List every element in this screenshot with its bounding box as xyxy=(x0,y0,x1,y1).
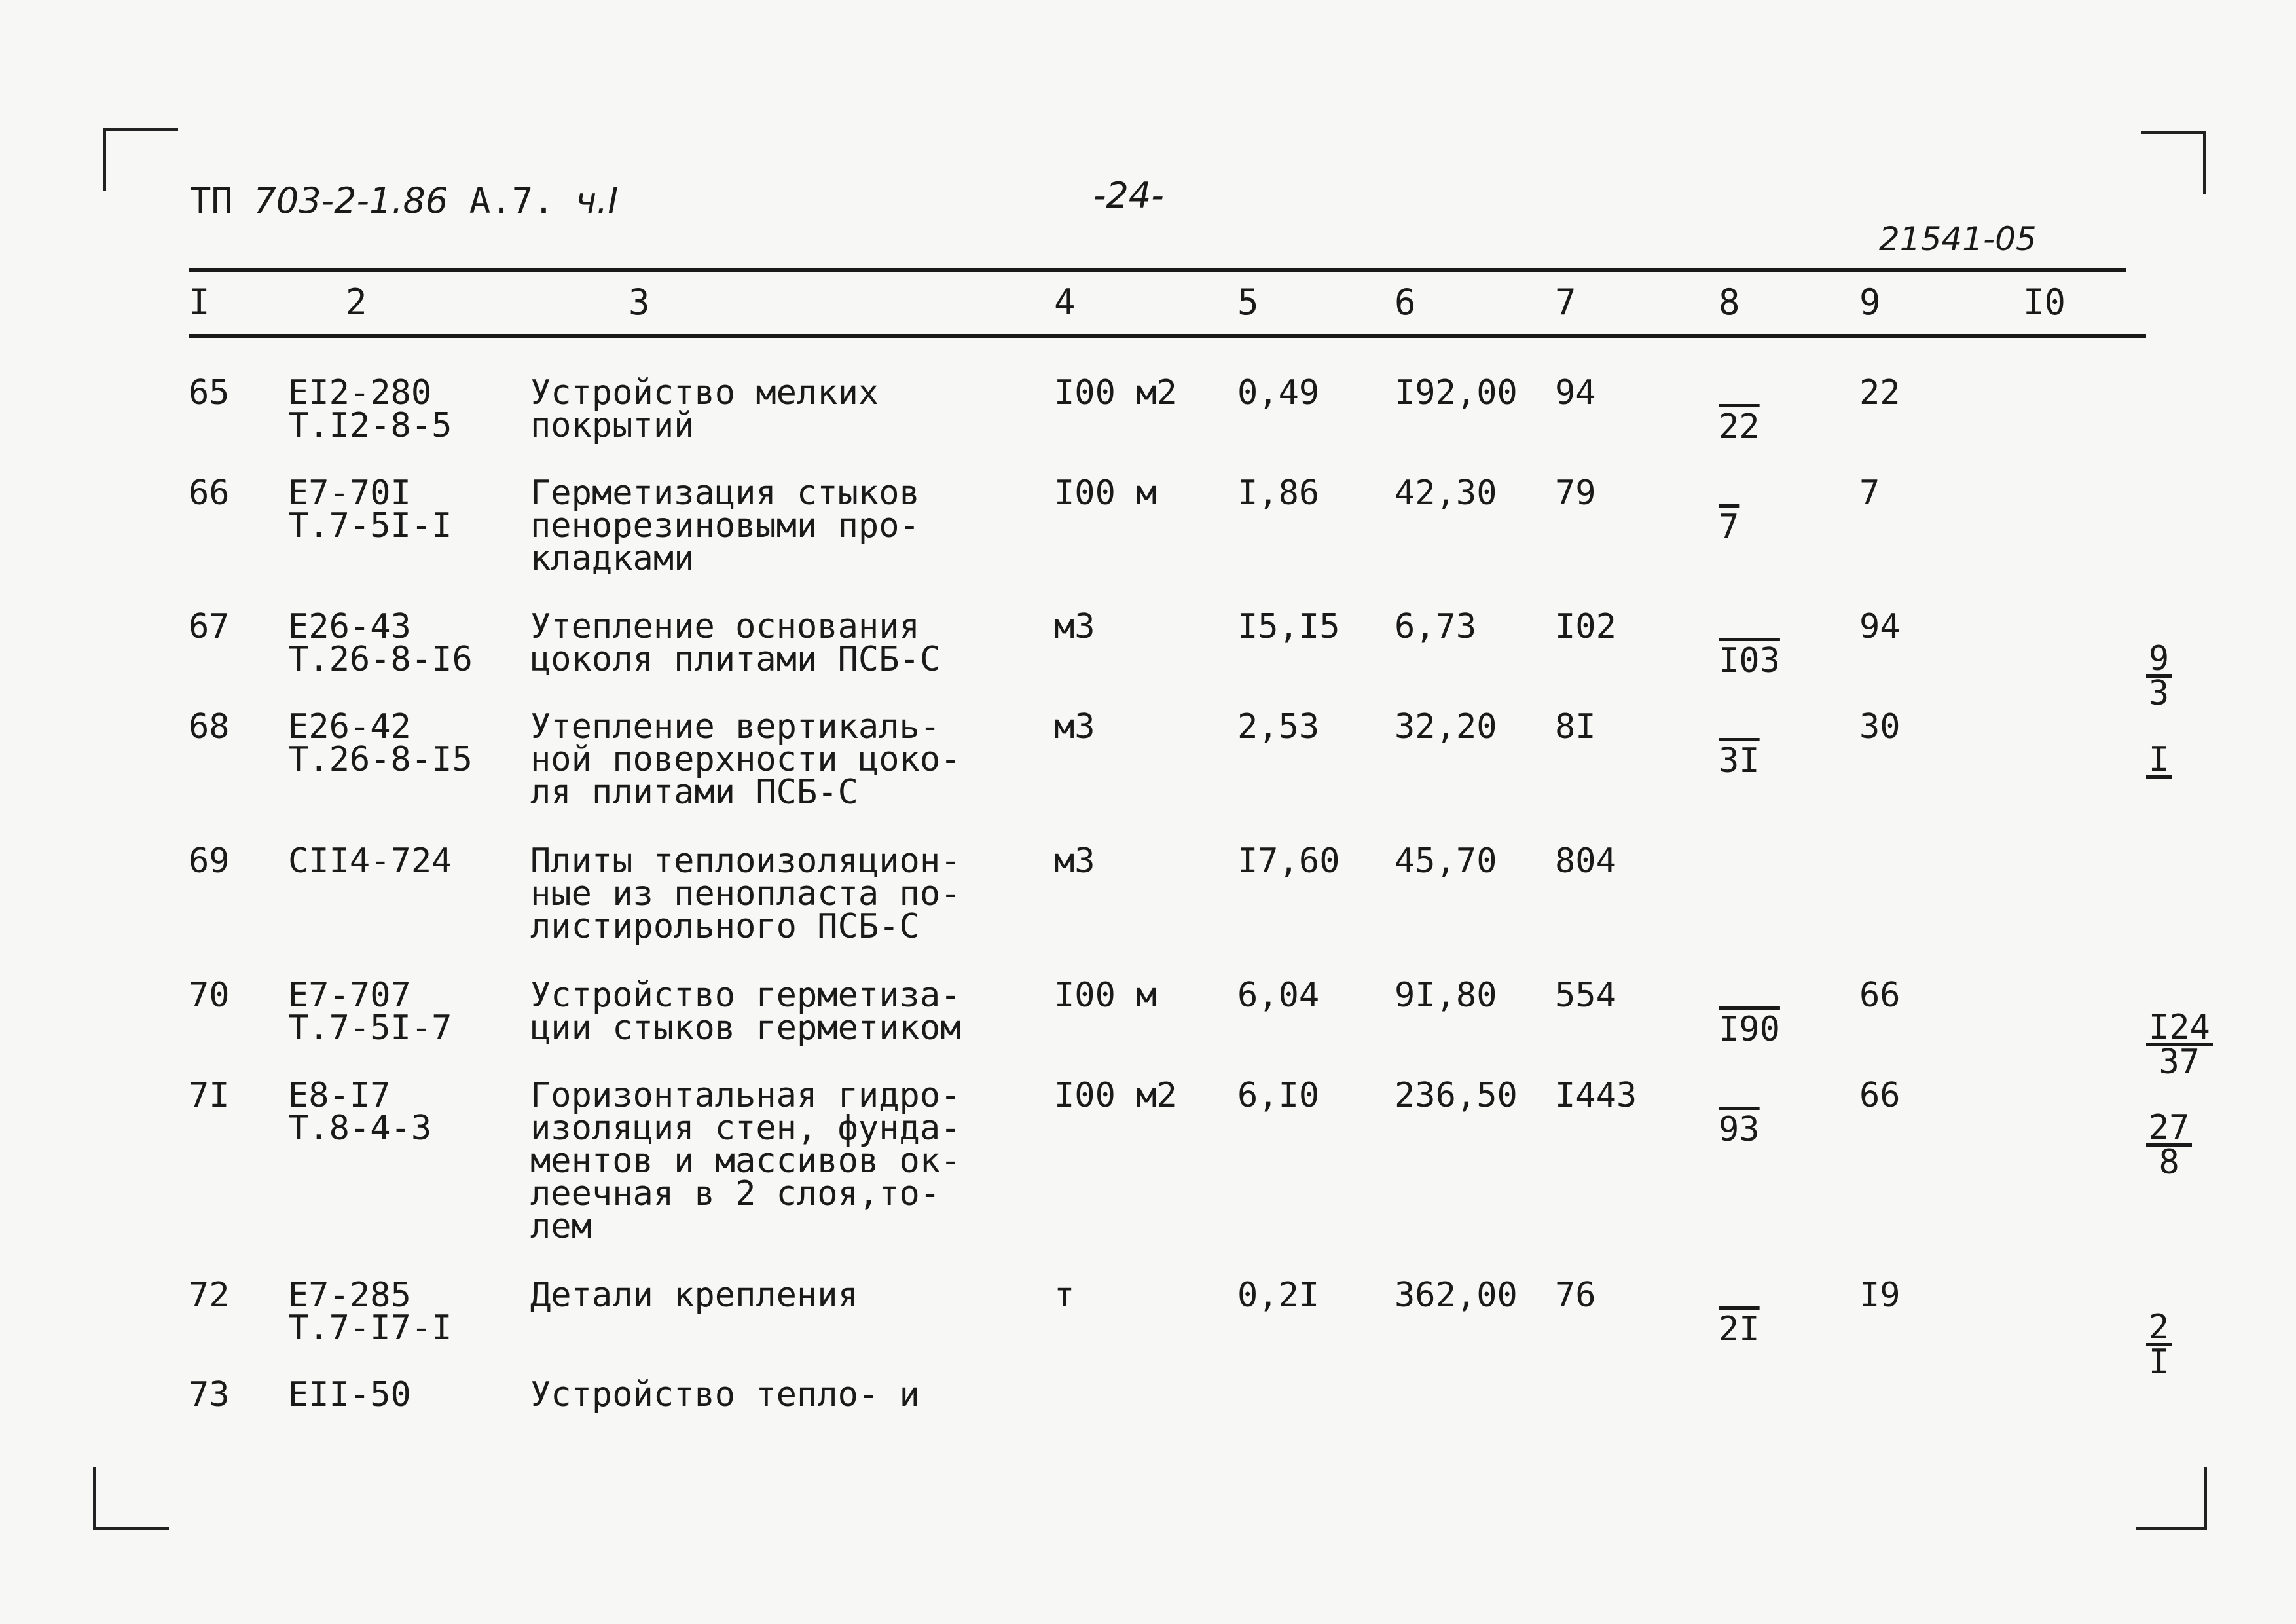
page-number: -24- xyxy=(1093,175,1164,216)
row-number: 73 xyxy=(189,1375,230,1414)
row-col10 xyxy=(2023,710,2172,843)
row-code: Е7-70I Т.7-5I-I xyxy=(288,473,452,545)
row-name: Устройство герметиза- ции стыков герметиком xyxy=(530,976,961,1048)
row-unit: I00 м2 xyxy=(1054,1076,1177,1115)
column-header-4: 4 xyxy=(1054,282,1076,323)
row-total: 8I xyxy=(1555,707,1596,747)
row-col8: 3I xyxy=(1719,741,1760,781)
column-header-5: 5 xyxy=(1237,282,1259,323)
row-col10-top: I24 xyxy=(2146,1012,2213,1046)
row-col8: 2I xyxy=(1719,1310,1760,1349)
row-number: 66 xyxy=(189,473,230,513)
row-number: 70 xyxy=(189,976,230,1015)
row-col8: I90 xyxy=(1719,1010,1780,1049)
row-col10-top: 2 xyxy=(2146,1312,2172,1346)
row-price: 362,00 xyxy=(1394,1276,1518,1315)
row-number: 69 xyxy=(189,841,230,881)
row-col8: I03 xyxy=(1719,641,1780,680)
doc-code-suffix: А.7. xyxy=(469,180,555,221)
row-col9: 94 xyxy=(1859,607,1901,646)
corner-mark-bottom-right xyxy=(2136,1467,2207,1530)
row-quantity: I5,I5 xyxy=(1237,607,1340,646)
column-header-6: 6 xyxy=(1394,282,1416,323)
column-header-2: 2 xyxy=(346,282,367,323)
row-price: 42,30 xyxy=(1394,473,1497,513)
row-col9: 22 xyxy=(1859,373,1901,413)
row-quantity: I,86 xyxy=(1237,473,1320,513)
row-unit: т xyxy=(1054,1276,1075,1315)
column-header-9: 9 xyxy=(1859,282,1881,323)
row-col9: 66 xyxy=(1859,1076,1901,1115)
row-number: 65 xyxy=(189,373,230,413)
row-name: Горизонтальная гидро- изоляция стен, фунда- ментов и массивов ок- леечная в 2 слоя,то- лем xyxy=(530,1076,961,1246)
row-col9: 66 xyxy=(1859,976,1901,1015)
column-header-1: I xyxy=(189,282,210,323)
doc-code-number: 703-2-1.86 xyxy=(253,180,448,221)
corner-mark-top-left xyxy=(103,128,178,191)
row-price: 32,20 xyxy=(1394,707,1497,747)
table-top-rule xyxy=(189,268,2126,272)
row-name: Устройство тепло- и xyxy=(530,1375,920,1414)
row-total: 804 xyxy=(1555,841,1616,881)
row-col9: I9 xyxy=(1859,1276,1901,1315)
row-name: Устройство мелких покрытий xyxy=(530,373,879,445)
row-code: Е7-707 Т.7-5I-7 xyxy=(288,976,452,1048)
row-unit: м3 xyxy=(1054,707,1095,747)
row-quantity: 2,53 xyxy=(1237,707,1320,747)
row-code: EI2-280 Т.I2-8-5 xyxy=(288,373,452,445)
row-code: Е7-285 Т.7-I7-I xyxy=(288,1276,452,1348)
row-col10-bottom: 8 xyxy=(2159,1143,2179,1182)
corner-mark-top-right xyxy=(2141,131,2206,194)
row-name: Герметизация стыков пенорезиновыми про- кладками xyxy=(530,473,920,578)
row-total: I443 xyxy=(1555,1076,1637,1115)
row-number: 68 xyxy=(189,707,230,747)
row-col9: 30 xyxy=(1859,707,1901,747)
doc-code-part: ч.I xyxy=(575,180,619,221)
row-col10-top: 9 xyxy=(2146,643,2172,678)
row-quantity: 0,2I xyxy=(1237,1276,1320,1315)
row-name: Утепление вертикаль- ной поверхности цоко- ля плитами ПСБ-С xyxy=(530,707,961,812)
row-total: 79 xyxy=(1555,473,1596,513)
row-quantity: 6,I0 xyxy=(1237,1076,1320,1115)
row-total: 554 xyxy=(1555,976,1616,1015)
row-unit: I00 м2 xyxy=(1054,373,1177,413)
corner-mark-bottom-left xyxy=(93,1467,169,1530)
column-header-8: 8 xyxy=(1719,282,1740,323)
row-code: СII4-724 xyxy=(288,841,452,881)
row-col9: 7 xyxy=(1859,473,1880,513)
row-number: 67 xyxy=(189,607,230,646)
row-code: Е26-43 Т.26-8-I6 xyxy=(288,607,473,679)
table-header-rule xyxy=(189,334,2146,338)
row-code: Е26-42 Т.26-8-I5 xyxy=(288,707,473,779)
row-code: ЕII-50 xyxy=(288,1375,411,1414)
column-header-7: 7 xyxy=(1555,282,1576,323)
row-total: I02 xyxy=(1555,607,1616,646)
row-number: 7I xyxy=(189,1076,230,1115)
row-unit: м3 xyxy=(1054,607,1095,646)
row-quantity: 0,49 xyxy=(1237,373,1320,413)
row-unit: I00 м xyxy=(1054,473,1157,513)
row-col10 xyxy=(2023,1079,2192,1211)
row-col10-bottom: I xyxy=(2148,1342,2170,1382)
row-col10-top: I xyxy=(2146,744,2172,779)
row-quantity: 6,04 xyxy=(1237,976,1320,1015)
row-col10-bottom: 37 xyxy=(2159,1043,2200,1082)
row-name: Утепление основания цоколя плитами ПСБ-С xyxy=(530,607,941,679)
row-col10-top: 27 xyxy=(2146,1112,2193,1147)
row-col10-bottom: 3 xyxy=(2148,674,2170,713)
row-col8: 22 xyxy=(1719,407,1760,447)
row-col10-bottom xyxy=(2146,779,2172,810)
row-unit: м3 xyxy=(1054,841,1095,881)
row-price: 9I,80 xyxy=(1394,976,1497,1015)
row-price: I92,00 xyxy=(1394,373,1518,413)
row-total: 76 xyxy=(1555,1276,1596,1315)
column-header-10: I0 xyxy=(2023,282,2066,323)
row-number: 72 xyxy=(189,1276,230,1315)
row-name: Детали крепления xyxy=(530,1276,858,1315)
row-col8: 7 xyxy=(1719,507,1740,547)
doc-code-prefix: ТП xyxy=(190,180,233,221)
sheet-code: 21541-05 xyxy=(1879,220,2037,258)
row-col10 xyxy=(2023,1279,2172,1411)
row-price: 6,73 xyxy=(1394,607,1477,646)
column-header-3: 3 xyxy=(629,282,650,323)
row-col8: 93 xyxy=(1719,1110,1760,1149)
row-unit: I00 м xyxy=(1054,976,1157,1015)
row-total: 94 xyxy=(1555,373,1596,413)
row-price: 45,70 xyxy=(1394,841,1497,881)
row-code: Е8-I7 Т.8-4-3 xyxy=(288,1076,432,1148)
document-code xyxy=(190,180,619,221)
row-price: 236,50 xyxy=(1394,1076,1518,1115)
row-name: Плиты теплоизоляцион- ные из пенопласта по- листирольного ПСБ-С xyxy=(530,841,961,946)
row-quantity: I7,60 xyxy=(1237,841,1340,881)
